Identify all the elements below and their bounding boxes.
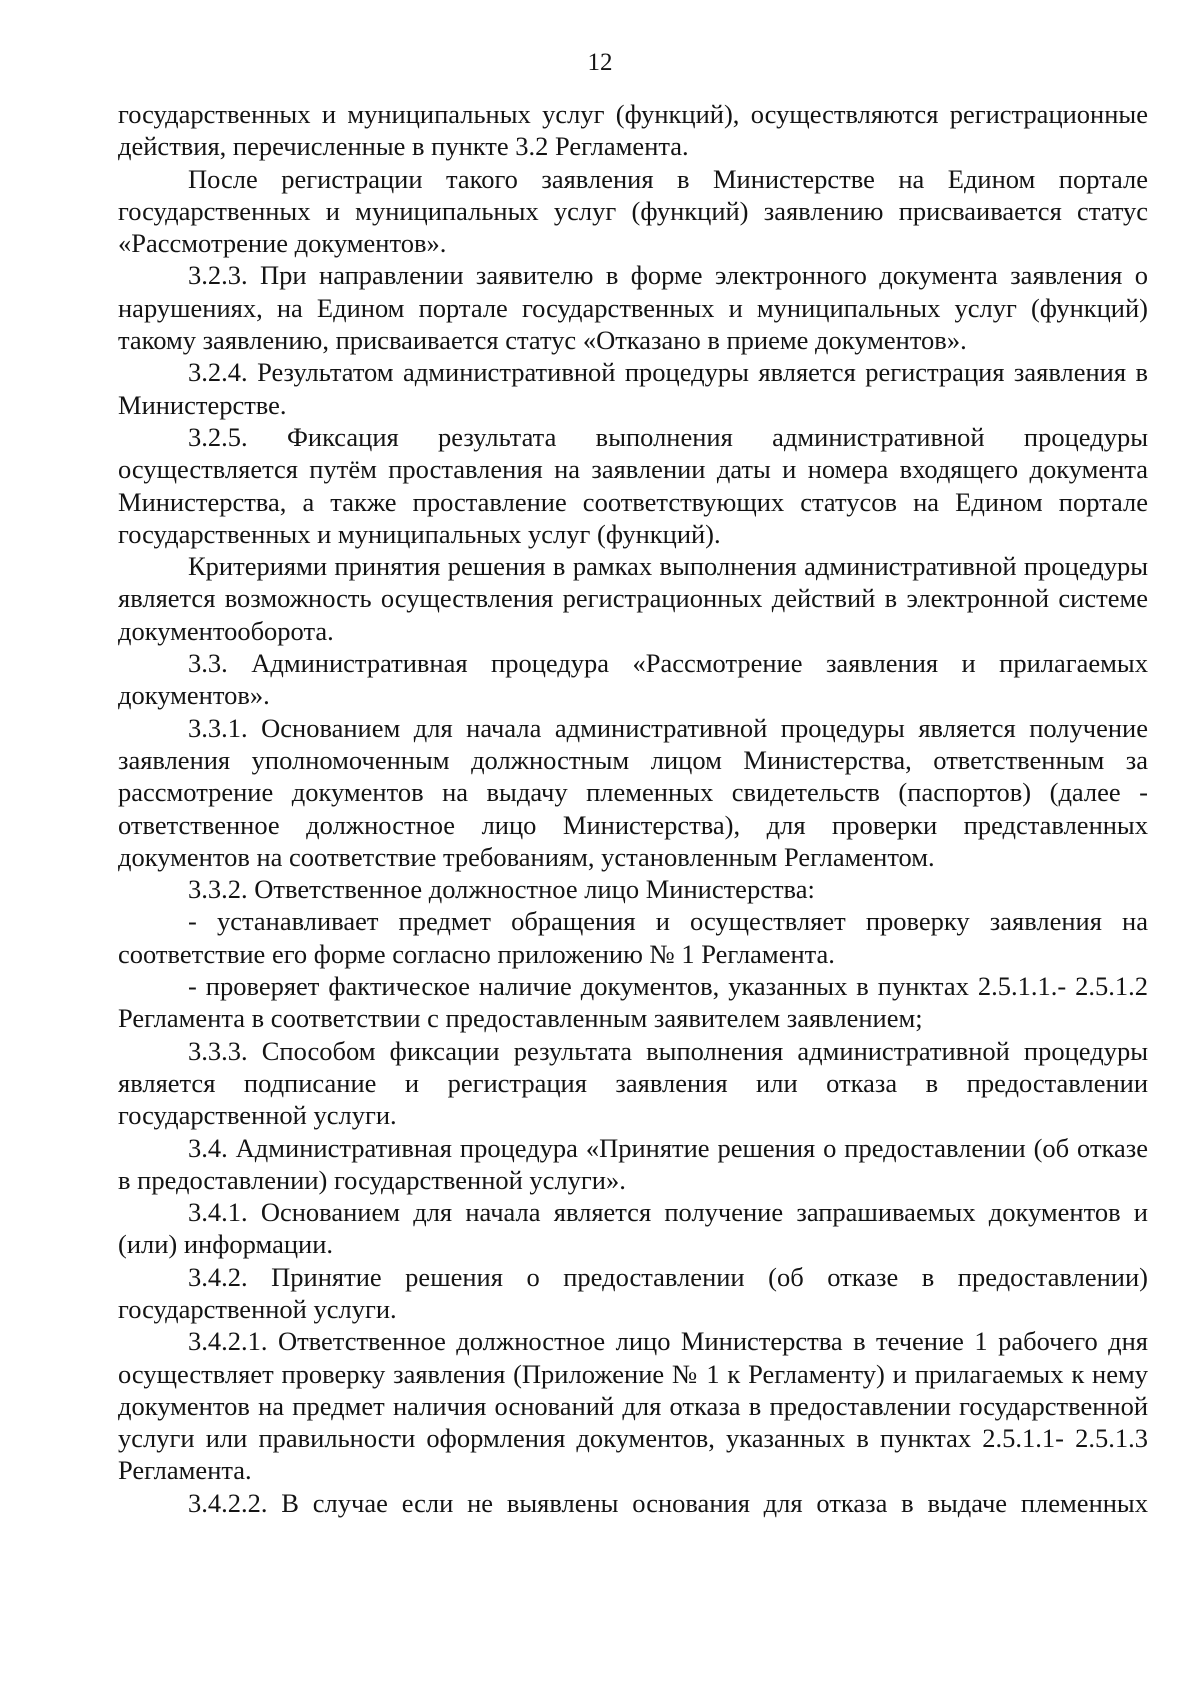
paragraph: 3.4. Административная процедура «Принятие решения о предоставлении (об отказе в предоставлении) государственной услуги». — [118, 1132, 1148, 1195]
paragraph: 3.2.3. При направлении заявителю в форме электронного документа заявления о нарушениях, на Едином портале государственных и муниципальных услуг (функций) такому заявлению, присваивается статус «Отказано в приеме документов». — [118, 260, 1148, 356]
paragraph: 3.4.1. Основанием для начала является получение запрашиваемых документов и (или) информации. — [118, 1197, 1148, 1260]
document-body — [118, 98, 1148, 1519]
paragraph: 3.4.2. Принятие решения о предоставлении (об отказе в предоставлении) государственной услуги. — [118, 1261, 1148, 1324]
paragraph: - проверяет фактическое наличие документов, указанных в пунктах 2.5.1.1.- 2.5.1.2 Регламента в соответствии с предоставленным заявителем заявлением; — [118, 971, 1148, 1034]
paragraph: - устанавливает предмет обращения и осуществляет проверку заявления на соответствие его форме согласно приложению № 1 Регламента. — [118, 906, 1148, 969]
paragraph: 3.3.2. Ответственное должностное лицо Министерства: — [188, 874, 815, 905]
paragraph: 3.3.3. Способом фиксации результата выполнения административной процедуры является подписание и регистрация заявления или отказа в предоставлении государственной услуги. — [118, 1035, 1148, 1131]
paragraph: 3.2.5. Фиксация результата выполнения административной процедуры осуществляется путём проставления на заявлении даты и номера входящего документа Министерства, а также проставление соответствующих статусов на Едином портале государственных и муниципальных услуг (функций). — [118, 421, 1148, 549]
paragraph: После регистрации такого заявления в Министерстве на Едином портале государственных и муниципальных услуг (функций) заявлению присваивается статус «Рассмотрение документов». — [118, 163, 1148, 259]
paragraph: 3.3. Административная процедура «Рассмотрение заявления и прилагаемых документов». — [118, 648, 1148, 711]
paragraph: 3.4.2.1. Ответственное должностное лицо Министерства в течение 1 рабочего дня осуществляет проверку заявления (Приложение № 1 к Регламенту) и прилагаемых к нему документов на предмет наличия оснований для отказа в предоставлении государственной услуги или правильности оформления документов, указанных в пунктах 2.5.1.1- 2.5.1.3 Регламента. — [118, 1326, 1148, 1486]
page-number: 12 — [587, 49, 613, 76]
paragraph: государственных и муниципальных услуг (функций), осуществляются регистрационные действия, перечисленные в пункте 3.2 Регламента. — [118, 99, 1148, 162]
paragraph: 3.3.1. Основанием для начала административной процедуры является получение заявления уполномоченным должностным лицом Министерства, ответственным за рассмотрение документов на выдачу племенных свидетельств (паспортов) (далее - ответственное должностное лицо Министерства), для проверки представленных документов на соответствие требованиям, установленным Регламентом. — [118, 712, 1148, 872]
paragraph: 3.4.2.2. В случае если не выявлены основания для отказа в выдаче племенных — [188, 1487, 1148, 1518]
paragraph: 3.2.4. Результатом административной процедуры является регистрация заявления в Министерстве. — [118, 357, 1148, 420]
paragraph: Критериями принятия решения в рамках выполнения административной процедуры является возможность осуществления регистрационных действий в электронной системе документооборота. — [118, 551, 1148, 646]
